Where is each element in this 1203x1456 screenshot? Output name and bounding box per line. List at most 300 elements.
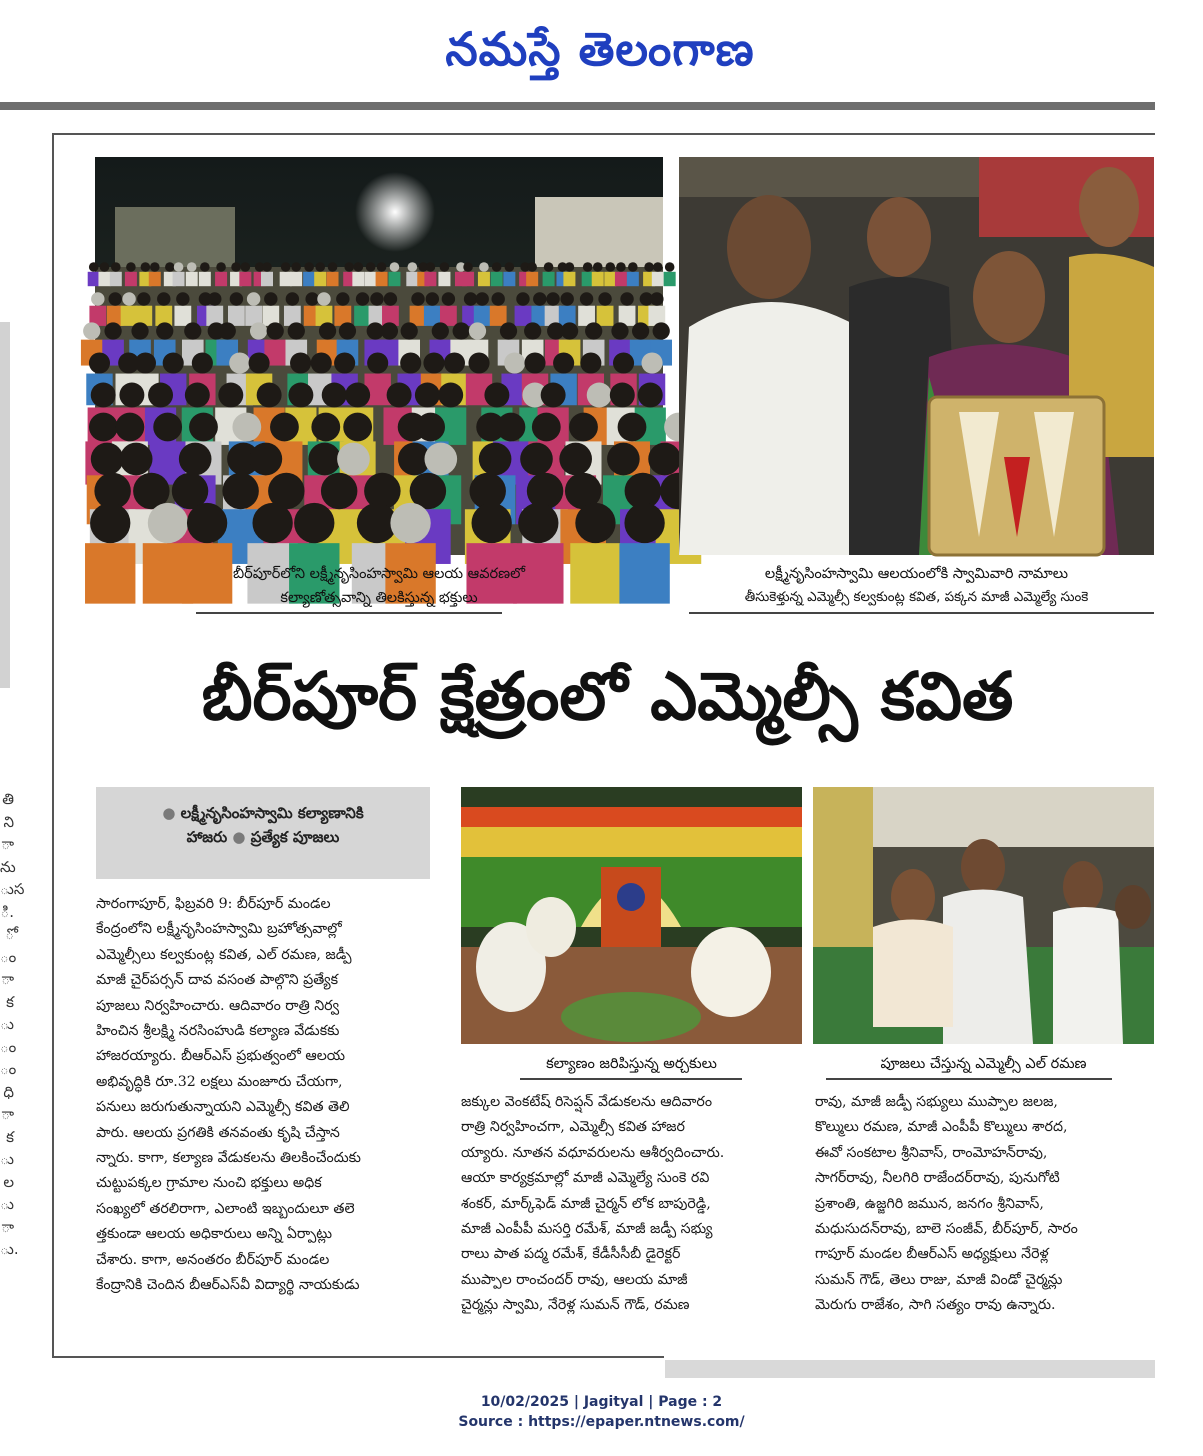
article-line: చేశారు. కాగా, అనంతరం బీర్‌పూర్ మండల [96, 1251, 330, 1268]
crowd-head [264, 292, 277, 305]
article-line: చుట్టుపక్కల గ్రామాల నుంచి భక్తులు అధిక [96, 1175, 322, 1192]
crowd-head [91, 292, 104, 305]
crowd-figure [410, 306, 427, 326]
caption-kavitha [679, 562, 1154, 610]
crowd-head [390, 262, 400, 272]
crowd-head [613, 352, 634, 373]
crowd-head [400, 352, 421, 373]
crowd-head [294, 503, 334, 543]
crowd-head [317, 292, 330, 305]
crowd-head [561, 322, 578, 339]
adjacent-column-fragment: ా [1, 835, 14, 853]
crowd-figure [352, 272, 364, 286]
article-line: శంకర్, మార్క్‌ఫెడ్ మాజీ చైర్మన్ లోక బాపురెడ్డి, [461, 1195, 711, 1212]
crowd-head [565, 262, 575, 272]
crowd-head [641, 352, 662, 373]
article-line: ఈవో సంకటాల శ్రీనివాస్, రాంమోహన్‌రావు, [815, 1144, 1048, 1161]
crowd-head [367, 352, 388, 373]
crowd-head [610, 383, 635, 408]
article-line: న్నారు. కాగా, కల్యాణ వేడుకలను తిలకించేందుకు [96, 1150, 361, 1167]
crowd-head [532, 413, 561, 442]
crowd-head [533, 292, 546, 305]
crowd-head [208, 292, 221, 305]
crowd-head [308, 443, 341, 476]
crowd-head [390, 503, 430, 543]
crowd-figure [239, 272, 251, 286]
adjacent-column-bar [0, 322, 10, 688]
crowd-figure [149, 272, 161, 286]
highlight-text: లక్ష్మీనృసింహస్వామి కల్యాణానికి [180, 804, 364, 822]
crowd-head [616, 262, 626, 272]
crowd-head [653, 262, 663, 272]
crowd-head [464, 292, 477, 305]
crowd-head [585, 322, 602, 339]
crowd-figure [627, 272, 639, 286]
article-frame-left [52, 133, 54, 1358]
crowd-figure [314, 272, 326, 286]
caption-underline [520, 1078, 742, 1080]
article-line: పనులు జరుగుతున్నాయని ఎమ్మెల్సీ కవిత తెలి [96, 1099, 350, 1116]
crowd-head [122, 292, 135, 305]
adjacent-column-fragment: ు [0, 1015, 14, 1033]
crowd-head [370, 292, 383, 305]
crowd-head [104, 322, 121, 339]
crowd-head [424, 443, 457, 476]
crowd-head [91, 383, 116, 408]
crowd-head [638, 383, 663, 408]
crowd-head [423, 352, 444, 373]
adjacent-column-fragment: ా [1, 970, 14, 988]
article-line: సాగర్‌రావు, నీలగిరి రాజేందర్‌రావు, పునుగోటి [815, 1170, 1060, 1187]
crowd-head [304, 262, 314, 272]
crowd-head [321, 473, 357, 509]
crowd-figure [462, 272, 474, 286]
crowd-figure [543, 272, 555, 286]
crowd-head [174, 262, 184, 272]
crowd-head [516, 292, 529, 305]
caption-priests: కల్యాణం జరిపిస్తున్న అర్చకులు [546, 1056, 717, 1072]
crowd-head [336, 292, 349, 305]
article-line: మధుసుదన్‌రావు, బాలె సంజీవ్, బీర్‌పూర్, సారం [815, 1221, 1078, 1238]
article-line: పూజలు నిర్వహించారు. ఆదివారం రాత్రి నిర్వ [96, 997, 340, 1014]
crowd-head [491, 292, 504, 305]
crowd-head [150, 262, 160, 272]
crowd-head [444, 352, 465, 373]
adjacent-column-fragment: ం [0, 1060, 17, 1078]
crowd-head [216, 262, 226, 272]
crowd-head [89, 262, 99, 272]
crowd-head [187, 503, 227, 543]
crowd-figure [303, 272, 315, 286]
crowd-figure [174, 306, 191, 326]
adjacent-column-fragment: ు [0, 1195, 14, 1213]
photo-kalyanam-priests [461, 787, 802, 1044]
crowd-head [339, 322, 356, 339]
crowd-figure [261, 272, 273, 286]
crowd-figure [597, 306, 614, 326]
crowd-head [267, 322, 284, 339]
crowd-head [219, 322, 236, 339]
adjacent-column-fragment: ం [0, 947, 17, 966]
crowd-head [345, 383, 370, 408]
footer-date-edition: 10/02/2025 | Jagityal | Page : 2 [480, 1394, 723, 1410]
crowd-head [377, 262, 387, 272]
crowd-head [291, 262, 301, 272]
caption-line: తీసుకెళ్తున్న ఎమ్మెల్సీ కల్వకుంట్ల కవిత, పక్కన మాజీ ఎమ్మెల్యే సుంకె [744, 590, 1089, 605]
crowd-head [109, 292, 122, 305]
article-line: ఆయా కార్యక్రమాల్లో మాజీ ఎమ్మెల్యే సుంకె రవి [461, 1170, 710, 1187]
crowd-head [156, 322, 173, 339]
crowd-figure [491, 272, 503, 286]
crowd-head [546, 292, 559, 305]
crowd-head [438, 383, 463, 408]
caption-underline [689, 612, 1154, 614]
caption-underline [826, 1078, 1112, 1080]
crowd-head [100, 262, 110, 272]
crowd-head [111, 262, 121, 272]
bullet-icon: ● [162, 804, 181, 822]
crowd-head [153, 413, 182, 442]
crowd-head [288, 322, 305, 339]
crowd-figure [215, 272, 227, 286]
article-column-1 [96, 892, 430, 1299]
crowd-figure [664, 272, 676, 286]
crowd-head [587, 383, 612, 408]
crowd-head [249, 352, 270, 373]
crowd-head [484, 383, 509, 408]
caption-line: బీర్‌పూర్‌లోని లక్ష్మీనృసింహస్వామి ఆలయ ఆవరణలో [232, 566, 526, 582]
crowd-figure [327, 272, 339, 286]
crowd-head [356, 292, 369, 305]
article-line: య్యారు. నూతన వధూవరులను ఆశీర్వదించారు. [461, 1144, 725, 1161]
crowd-head [230, 292, 243, 305]
caption-line: లక్ష్మీనృసింహస్వామి ఆలయంలోకి స్వామివారి నామాలు [764, 566, 1069, 582]
article-line: అభివృద్ధికి రూ.32 లక్షలు మంజూరు చేయగా, [96, 1073, 343, 1090]
article-line: రావు, మాజీ జడ్పీ సభ్యులు ముప్పాల జలజ, [815, 1094, 1058, 1110]
adjacent-column-fragment: ధి [3, 1082, 14, 1101]
crowd-head [504, 352, 525, 373]
adjacent-column-fragment: ు. [0, 1240, 19, 1258]
adjacent-column-fragment: ని [3, 812, 14, 831]
crowd-head [176, 292, 189, 305]
crowd-head [189, 413, 218, 442]
crowd-head [472, 503, 512, 543]
crowd-head [553, 352, 574, 373]
caption-line: కల్యాణోత్సవాన్ని తిలకిస్తున్న భక్తులు [280, 590, 478, 606]
crowd-figure [478, 272, 490, 286]
crowd-head [440, 262, 450, 272]
crowd-head [605, 262, 615, 272]
article-column-3 [815, 1090, 1153, 1319]
article-headline: బీర్‌పూర్ క్షేత్రంలో ఎమ్మెల్సీ కవిత [201, 658, 1014, 735]
crowd-head [432, 322, 449, 339]
crowd-head [83, 322, 100, 339]
crowd-head [632, 322, 649, 339]
crowd-head [311, 413, 340, 442]
crowd-head [250, 322, 267, 339]
adjacent-column-fragment: ా [1, 1217, 14, 1236]
caption-ramana: పూజలు చేస్తున్న ఎమ్మెల్సీ ఎల్ రమణ [880, 1056, 1087, 1072]
crowd-head [401, 322, 418, 339]
crowd-head [120, 443, 153, 476]
article-line: మాజీ చైర్‌పర్సన్ దావ వసంత పాల్గొని ప్రత్యేక [96, 972, 339, 989]
crowd-head [232, 413, 261, 442]
crowd-head [598, 292, 611, 305]
crowd-head [148, 503, 188, 543]
crowd-figure [515, 306, 532, 326]
crowd-head [163, 352, 184, 373]
crowd-figure [88, 272, 100, 286]
crowd-figure [125, 272, 137, 286]
crowd-head [262, 262, 272, 272]
adjacent-column-fragment: తి [2, 790, 14, 808]
crowd-figure [615, 272, 627, 286]
crowd-head [185, 383, 210, 408]
crowd-head [252, 503, 292, 543]
crowd-figure [592, 272, 604, 286]
crowd-head [411, 292, 424, 305]
crowd-figure [526, 272, 538, 286]
article-line: హించిన శ్రీలక్ష్మి నరసింహుడి కల్యాణ వేడుకకు [96, 1023, 340, 1040]
crowd-figure [490, 306, 507, 326]
crowd-head [89, 413, 118, 442]
crowd-figure [280, 272, 292, 286]
crowd-head [343, 413, 372, 442]
masthead-title: నమస్తే తెలంగాణ [445, 22, 755, 76]
caption-devotees [95, 562, 663, 610]
adjacent-column-fragment: ం [0, 1037, 17, 1056]
crowd-figure [290, 272, 302, 286]
article-line: ప్రశాంతి, ఉజ్జగిరి జమున, జనగం శ్రీనివాస్, [815, 1195, 1044, 1212]
crowd-head [315, 262, 325, 272]
crowd-head [165, 262, 175, 272]
crowd-head [131, 322, 148, 339]
crowd-head [148, 383, 173, 408]
footer-source: Source : https://epaper.ntnews.com/ [458, 1414, 745, 1430]
adjacent-column-fragment: ి. [0, 902, 14, 921]
crowd-head [192, 352, 213, 373]
crowd-head [229, 352, 250, 373]
crowd-head [184, 322, 201, 339]
article-line: కేంద్రంలోని లక్ష్మీనృసింహస్వామి బ్రహోత్సవాల్లో [96, 921, 342, 938]
crowd-head [618, 413, 647, 442]
crowd-figure [563, 272, 575, 286]
crowd-head [270, 413, 299, 442]
crowd-head [653, 322, 670, 339]
article-line: రాలు పాత పద్మ రమేశ్, కేడీసీసీబీ డైరెక్టర్ [461, 1246, 681, 1263]
crowd-head [319, 322, 336, 339]
crowd-head [231, 262, 241, 272]
adjacent-article-strip [665, 1360, 1155, 1378]
crowd-head [520, 443, 553, 476]
crowd-head [453, 322, 470, 339]
crowd-head [328, 262, 338, 272]
adjacent-column-fragment: ుస [0, 880, 25, 898]
adjacent-column-fragment: ో [5, 925, 14, 943]
crowd-head [187, 262, 197, 272]
article-line: హాజరయ్యారు. బీఆర్‌ఎస్ ప్రభుత్వంలో ఆలయ [96, 1048, 346, 1065]
crowd-head [500, 322, 517, 339]
crowd-head [257, 383, 282, 408]
crowd-head [527, 262, 537, 272]
highlight-text: ప్రత్యేక పూజలు [250, 828, 340, 846]
crowd-head [337, 443, 370, 476]
crowd-head [135, 352, 156, 373]
crowd-head [415, 383, 440, 408]
crowd-head [426, 292, 439, 305]
crowd-head [416, 413, 445, 442]
article-line: రాత్రి నిర్వహించగా, ఎమ్మెల్సీ కవిత హాజర [461, 1119, 685, 1136]
adjacent-column-fragment: ల [3, 1172, 14, 1191]
crowd-head [479, 262, 489, 272]
crowd-head [607, 443, 640, 476]
article-highlights [96, 787, 430, 879]
crowd-head [611, 322, 628, 339]
crowd-head [524, 322, 541, 339]
crowd-head [463, 262, 473, 272]
highlight-text: హాజరు [186, 828, 228, 846]
crowd-head [334, 352, 355, 373]
crowd-head [322, 383, 347, 408]
crowd-figure [438, 272, 450, 286]
adjacent-column-fragment: ను [0, 857, 16, 876]
crowd-head [468, 352, 489, 373]
crowd-head [91, 443, 124, 476]
crowd-head [583, 262, 593, 272]
crowd-figure [199, 272, 211, 286]
bullet-icon: ● [227, 828, 251, 846]
crowd-head [492, 262, 502, 272]
crowd-head [384, 292, 397, 305]
crowd-head [569, 413, 598, 442]
crowd-figure [354, 306, 371, 326]
article-line: మెరుగు రాజేశం, సాగి సత్యం రావు ఉన్నారు. [815, 1297, 1056, 1314]
crowd-head [381, 322, 398, 339]
crowd-head [179, 443, 212, 476]
article-line: త్తకుండా ఆలయ అధికారులు అన్ని ఏర్పాట్లు [96, 1226, 333, 1243]
page-footer [0, 1392, 1203, 1432]
crowd-head [544, 262, 554, 272]
crowd-head [580, 292, 593, 305]
crowd-head [644, 262, 654, 272]
article-line: మాజీ ఎంపీపీ మసర్తి రమేశ్, మాజీ జడ్పీ సభ్యు [461, 1221, 713, 1238]
crowd-head [648, 443, 681, 476]
caption-underline [196, 612, 502, 614]
article-line: సంఖ్యలో తరలిరాగా, ఎలాంటి ఇబ్బందులూ తలె [96, 1200, 355, 1217]
crowd-head [119, 383, 144, 408]
crowd-figure [424, 272, 436, 286]
crowd-head [137, 292, 150, 305]
crowd-head [541, 383, 566, 408]
crowd-figure [604, 272, 616, 286]
crowd-head [620, 292, 633, 305]
crowd-figure [406, 272, 418, 286]
article-line: కేంద్రానికి చెందిన బీఆర్‌ఎస్‌వీ విద్యార్థి నాయకుడు [96, 1277, 360, 1294]
crowd-head [559, 443, 592, 476]
crowd-figure [110, 272, 122, 286]
crowd-head [200, 262, 210, 272]
crowd-head [288, 383, 313, 408]
crowd-head [593, 262, 603, 272]
crowd-head [89, 352, 110, 373]
photo-mlc-kavitha [679, 157, 1154, 555]
crowd-head [560, 292, 573, 305]
photo-mlc-ramana [813, 787, 1154, 1044]
crowd-head [426, 262, 436, 272]
crowd-head [354, 262, 364, 272]
article-line: ముప్పాల రాంచందర్ రావు, ఆలయ మాజీ [461, 1271, 688, 1288]
crowd-head [90, 503, 130, 543]
crowd-head [524, 352, 545, 373]
crowd-head [366, 262, 376, 272]
crowd-figure [376, 272, 388, 286]
crowd-head [281, 262, 291, 272]
crowd-figure [503, 272, 515, 286]
crowd-head [115, 413, 144, 442]
article-frame-bottom [52, 1356, 664, 1358]
crowd-head [518, 503, 558, 543]
crowd-head [575, 503, 615, 543]
article-column-2 [461, 1090, 795, 1319]
article-line: సారంగాపూర్, ఫిబ్రవరి 9: బీర్‌పూర్ మండల [96, 896, 331, 912]
crowd-head [344, 262, 354, 272]
adjacent-column-fragment: ా [1, 1105, 14, 1123]
crowd-head [408, 262, 418, 272]
adjacent-column-fragment: క [6, 1127, 14, 1146]
crowd-head [475, 292, 488, 305]
crowd-head [250, 443, 283, 476]
article-line: పారు. ఆలయ ప్రగతికి తనవంతు కృషి చేస్తాన [96, 1124, 340, 1141]
article-line: సుమన్ గౌడ్, తెలు రాజు, మాజీ విండో చైర్మన్లు [815, 1271, 1063, 1288]
adjacent-column-fragment: క [6, 992, 14, 1011]
crowd-figure [652, 272, 664, 286]
crowd-head [469, 322, 486, 339]
article-line: గాపూర్ మండల బీఆర్‌ఎస్ అధ్యక్షులు నేరెళ్ల [815, 1246, 1049, 1263]
crowd-figure [121, 306, 138, 326]
crowd-head [650, 292, 663, 305]
crowd-head [141, 262, 151, 272]
crowd-head [157, 292, 170, 305]
crowd-figure [388, 272, 400, 286]
crowd-head [311, 352, 332, 373]
article-line: జక్కుల వెంకటేష్ రిసెప్షన్ వేడుకలను ఆదివారం [461, 1094, 713, 1110]
crowd-figure [173, 272, 185, 286]
crowd-head [387, 383, 412, 408]
crowd-head [624, 503, 664, 543]
crowd-figure [98, 272, 110, 286]
crowd-head [305, 292, 318, 305]
crowd-figure [365, 272, 377, 286]
crowd-head [628, 262, 638, 272]
photo-devotees-crowd [95, 157, 663, 555]
crowd-head [290, 352, 311, 373]
crowd-figure [228, 306, 245, 326]
crowd-head [218, 383, 243, 408]
crowd-head [479, 443, 512, 476]
crowd-head [241, 262, 251, 272]
adjacent-column-fragment: ు [0, 1150, 14, 1168]
crowd-head [580, 352, 601, 373]
masthead-rule [0, 102, 1155, 110]
adjacent-column-text [0, 788, 25, 1348]
crowd-head [665, 262, 675, 272]
crowd-head [286, 292, 299, 305]
article-line: కొల్ములు రమణ, మాజీ ఎంపీపీ కొల్ములు శారద, [815, 1119, 1068, 1136]
crowd-head [247, 292, 260, 305]
crowd-head [126, 262, 136, 272]
crowd-head [442, 292, 455, 305]
article-frame-top [52, 133, 1155, 135]
